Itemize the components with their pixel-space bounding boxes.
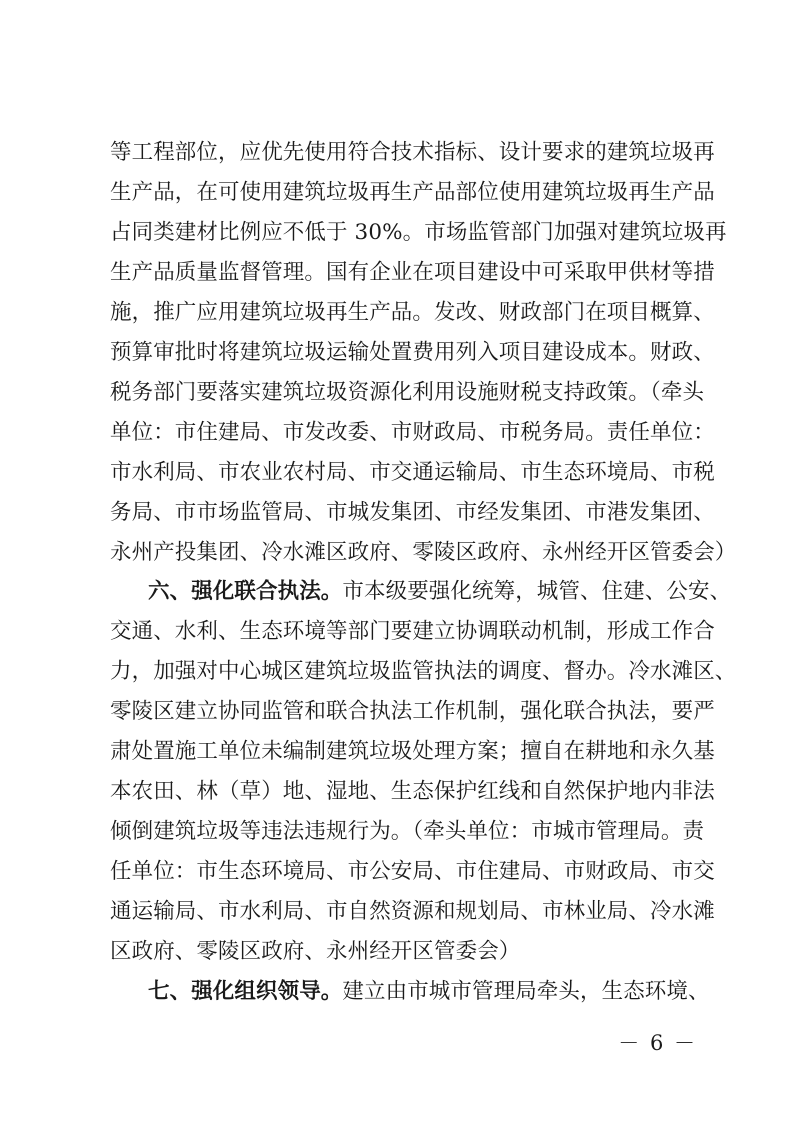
body-line: 倾倒建筑垃圾等违法违规行为。（牵头单位：市城市管理局。责 xyxy=(110,819,705,845)
section-7-first-line xyxy=(148,979,710,1005)
body-line: 等工程部位，应优先使用符合技术指标、设计要求的建筑垃圾再 xyxy=(110,140,715,165)
section-7-first-line-text: 建立由市城市管理局牵头，生态环境、 xyxy=(342,979,710,1004)
section-6-first-line xyxy=(148,579,731,605)
section-6-heading: 六、强化联合执法。 xyxy=(148,579,343,605)
body-line: 生产品，在可使用建筑垃圾再生产品部位使用建筑垃圾再生产品 xyxy=(110,179,715,205)
section-6-first-line-text: 市本级要强化统筹，城管、住建、公安、 xyxy=(342,579,732,605)
body-line: 通运输局、市水利局、市自然资源和规划局、市林业局、冷水滩 xyxy=(110,899,715,925)
body-line: 任单位：市生态环境局、市公安局、市住建局、市财政局、市交 xyxy=(110,859,715,885)
body-line: 力，加强对中心城区建筑垃圾监管执法的调度、督办。冷水滩区、 xyxy=(110,659,737,685)
body-line: 务局、市市场监管局、市城发集团、市经发集团、市港发集团、 xyxy=(110,499,715,525)
body-line: 永州产投集团、冷水滩区政府、零陵区政府、永州经开区管委会） xyxy=(110,539,737,565)
body-line: 税务部门要落实建筑垃圾资源化利用设施财税支持政策。（牵头 xyxy=(110,379,705,405)
body-line: 单位：市住建局、市发改委、市财政局、市税务局。责任单位： xyxy=(110,419,715,445)
body-line: 占同类建材比例应不低于 30%。市场监管部门加强对建筑垃圾再 xyxy=(110,219,727,245)
body-line: 预算审批时将建筑垃圾运输处置费用列入项目建设成本。财政、 xyxy=(110,339,715,365)
body-line: 肃处置施工单位未编制建筑垃圾处理方案；擅自在耕地和永久基 xyxy=(110,739,715,765)
body-line: 生产品质量监督管理。国有企业在项目建设中可采取甲供材等措 xyxy=(110,259,715,285)
body-line: 施，推广应用建筑垃圾再生产品。发改、财政部门在项目概算、 xyxy=(110,299,715,325)
body-line: 零陵区建立协同监管和联合执法工作机制，强化联合执法，要严 xyxy=(110,699,715,725)
section-7-heading: 七、强化组织领导。 xyxy=(148,979,343,1004)
body-line: 本农田、林（草）地、湿地、生态保护红线和自然保护地内非法 xyxy=(110,779,715,805)
body-line: 区政府、零陵区政府、永州经开区管委会） xyxy=(110,939,521,965)
body-line: 交通、水利、生态环境等部门要建立协调联动机制，形成工作合 xyxy=(110,619,715,645)
body-line: 市水利局、市农业农村局、市交通运输局、市生态环境局、市税 xyxy=(110,459,715,485)
page-number: － 6 － xyxy=(618,1031,697,1055)
